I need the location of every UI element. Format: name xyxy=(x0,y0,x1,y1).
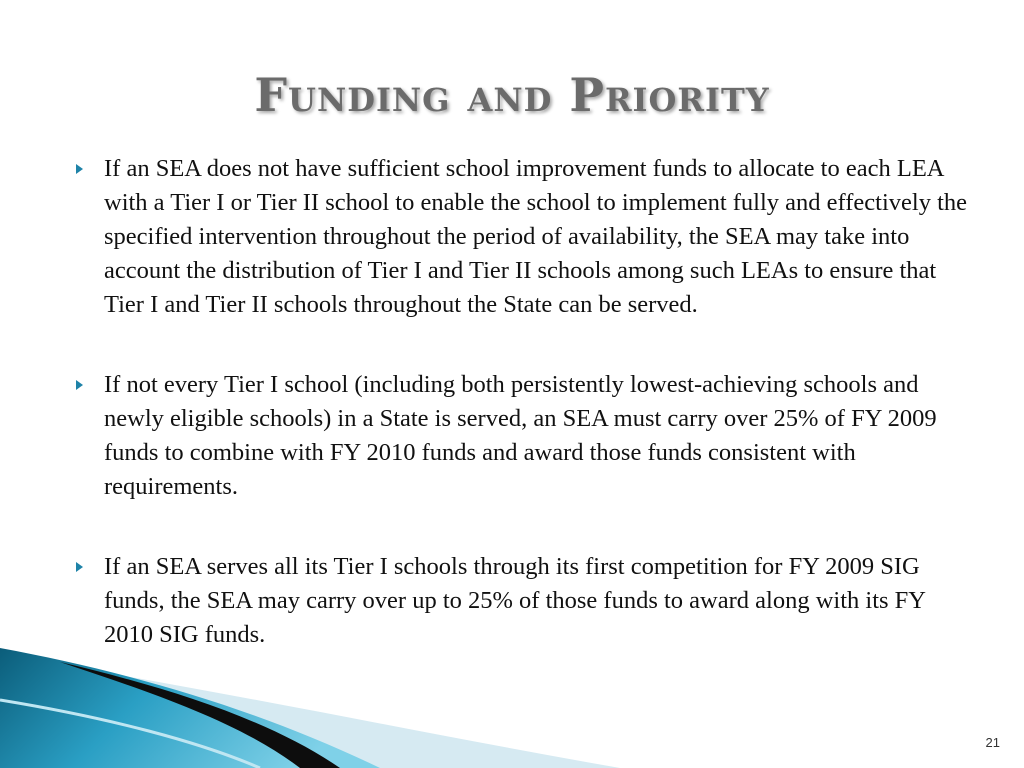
triangle-right-icon xyxy=(76,380,83,390)
bullet-list xyxy=(76,152,976,698)
triangle-right-icon xyxy=(76,164,83,174)
slide-title: Funding and Priority xyxy=(254,68,770,122)
triangle-right-icon xyxy=(76,562,83,572)
bullet-item-3 xyxy=(76,550,976,652)
bullet-text-2: If not every Tier I school (including both persistently lowest-achieving schools and newly eligible schools) in a State is served, an SEA must carry over 25% of FY 2009 funds to combine with FY 2010 funds and award those funds consistent with requirements. xyxy=(104,371,937,500)
bullet-text-3: If an SEA serves all its Tier I schools through its first competition for FY 2009 SIG funds, the SEA may carry over up to 25% of those funds to award along with its FY 2010 SIG funds. xyxy=(104,553,926,648)
page-number: 21 xyxy=(985,735,1000,750)
wave-highlight-line xyxy=(0,700,260,768)
bullet-item-1 xyxy=(76,152,976,322)
bullet-item-2 xyxy=(76,368,976,504)
bullet-text-1: If an SEA does not have sufficient school improvement funds to allocate to each LEA with a Tier I or Tier II school to enable the school to implement fully and effectively the specified intervention throughout the period of availability, the SEA may take into account the distribution of Tier I and Tier II schools among such LEAs to ensure that Tier I and Tier II schools throughout the State can be served. xyxy=(104,155,968,318)
